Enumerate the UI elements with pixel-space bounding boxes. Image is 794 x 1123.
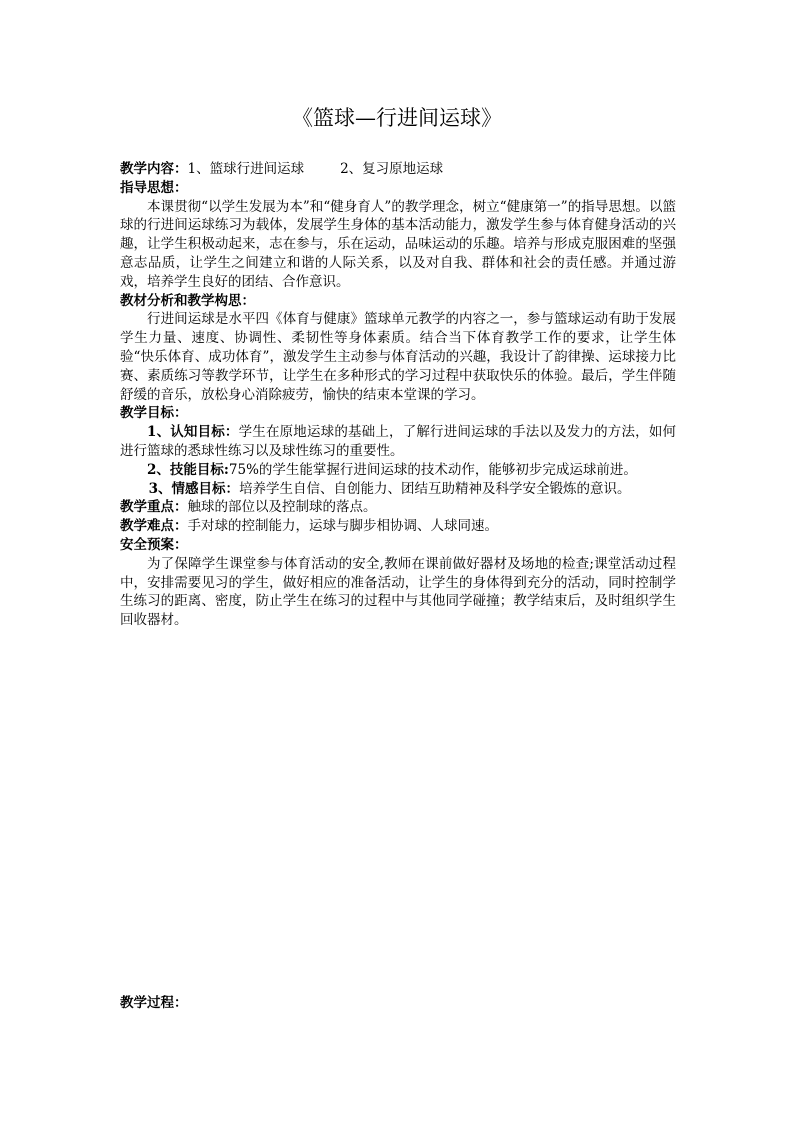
goal-emotional [120, 480, 676, 499]
safety-plan-heading: 安全预案： [120, 536, 188, 553]
document-body [120, 160, 676, 630]
teaching-content-item-2: 2、复习原地运球 [340, 161, 444, 177]
goal-cognitive [120, 423, 676, 461]
goal-emotional-text: 培养学生自信、自创能力、团结互助精神及科学安全锻炼的意识。 [239, 480, 631, 497]
difficulty-label: 教学难点： [120, 518, 188, 535]
safety-plan-text: 为了保障学生课堂参与体育活动的安全,教师在课前做好器材及场地的检查;课堂活动过程中，安排需要见习的学生，做好相应的准备活动，让学生的身体得到充分的活动，同时控制学生练习的距离、密度，防止学生在练习的过程中与其他同学碰撞；教学结束后，及时组织学生回收器材。 [120, 555, 676, 629]
goal-emotional-label: 3、情感目标： [148, 480, 240, 497]
goal-skill-label: 2、技能目标: [147, 461, 229, 478]
teaching-goals-heading: 教学目标： [120, 405, 188, 422]
difficulty-row [120, 517, 676, 536]
key-point-row [120, 498, 676, 517]
teaching-content-item-1: 1、篮球行进间运球 [187, 161, 305, 177]
teaching-content-label: 教学内容： [120, 161, 188, 177]
teaching-content-row [120, 160, 676, 179]
document-title: 《篮球—行进间运球》 [292, 106, 502, 130]
goal-cognitive-text: 学生在原地运球的基础上，了解行进间运球的手法以及发力的方法，如何进行篮球的悉球性练习以及球性练习的重要性。 [120, 424, 676, 459]
key-point-label: 教学重点： [120, 499, 188, 516]
goal-skill [120, 461, 676, 480]
material-analysis-text: 行进间运球是水平四《体育与健康》篮球单元教学的内容之一，参与篮球运动有助于发展学生力量、速度、协调性、柔韧性等身体素质。结合当下体育教学工作的要求，让学生体验“快乐体育、成功体育”，激发学生主动参与体育活动的兴趣，我设计了韵律操、运球接力比赛、素质练习等教学环节，让学生在多种形式的学习过程中获取快乐的体验。最后，学生伴随舒缓的音乐，放松身心消除疲劳，愉快的结束本堂课的学习。 [120, 311, 676, 403]
difficulty-text: 手对球的控制能力，运球与脚步相协调、人球同速。 [187, 518, 498, 535]
key-point-text: 触球的部位以及控制球的落点。 [187, 499, 377, 516]
material-analysis-heading: 教材分析和教学构思： [120, 292, 255, 309]
teaching-process-heading: 教学过程： [120, 995, 188, 1011]
goal-skill-text: 75%的学生能掌握行进间运球的技术动作，能够初步完成运球前进。 [228, 461, 637, 478]
guiding-thought-heading: 指导思想： [120, 179, 188, 196]
goal-cognitive-label: 1、认知目标： [147, 424, 239, 441]
guiding-thought-text: 本课贯彻“以学生发展为本”和“健身育人”的教学理念，树立“健康第一”的指导思想。以篮球的行进间运球练习为载体，发展学生身体的基本活动能力，激发学生参与体育健身活动的兴趣，让学生积极动起来，志在参与，乐在运动，品味运动的乐趣。培养与形成克服困难的坚强意志品质，让学生之间建立和谐的人际关系，以及对自我、群体和社会的责任感。并通过游戏，培养学生良好的团结、合作意识。 [120, 198, 676, 290]
